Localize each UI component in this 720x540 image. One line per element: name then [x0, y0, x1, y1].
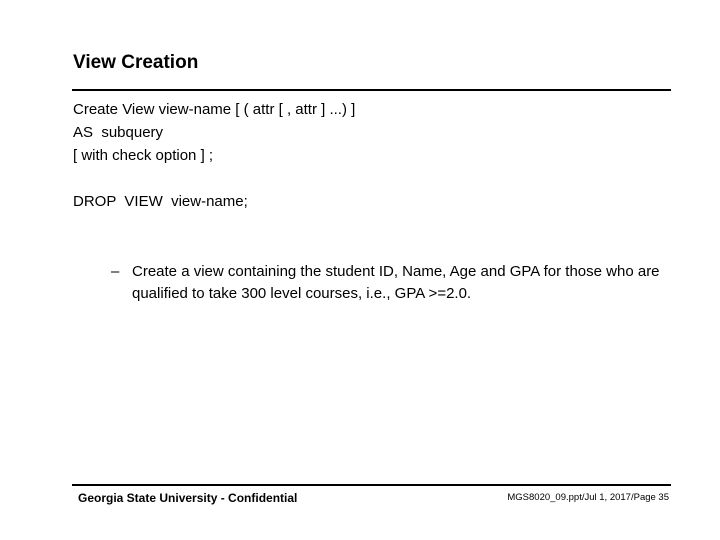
bullet-text: Create a view containing the student ID, Name, Age and GPA for those who are qualified to take 300 level courses, i.e., GPA >=2.0.	[132, 263, 660, 302]
title-divider	[72, 89, 671, 91]
footer-page-info: MGS8020_09.ppt/Jul 1, 2017/Page 35	[507, 492, 669, 503]
syntax-line-drop: DROP VIEW view-name;	[73, 193, 248, 210]
syntax-line-create: Create View view-name [ ( attr [ , attr ] ...) ]	[73, 101, 356, 118]
syntax-block	[73, 98, 355, 167]
syntax-line-check-option: [ with check option ] ;	[73, 147, 214, 164]
footer-divider	[72, 484, 671, 486]
syntax-line-as: AS subquery	[73, 124, 164, 141]
bullet-dash: –	[111, 263, 120, 280]
slide-title: View Creation	[73, 52, 199, 73]
footer-organization: Georgia State University - Confidential	[78, 491, 298, 505]
